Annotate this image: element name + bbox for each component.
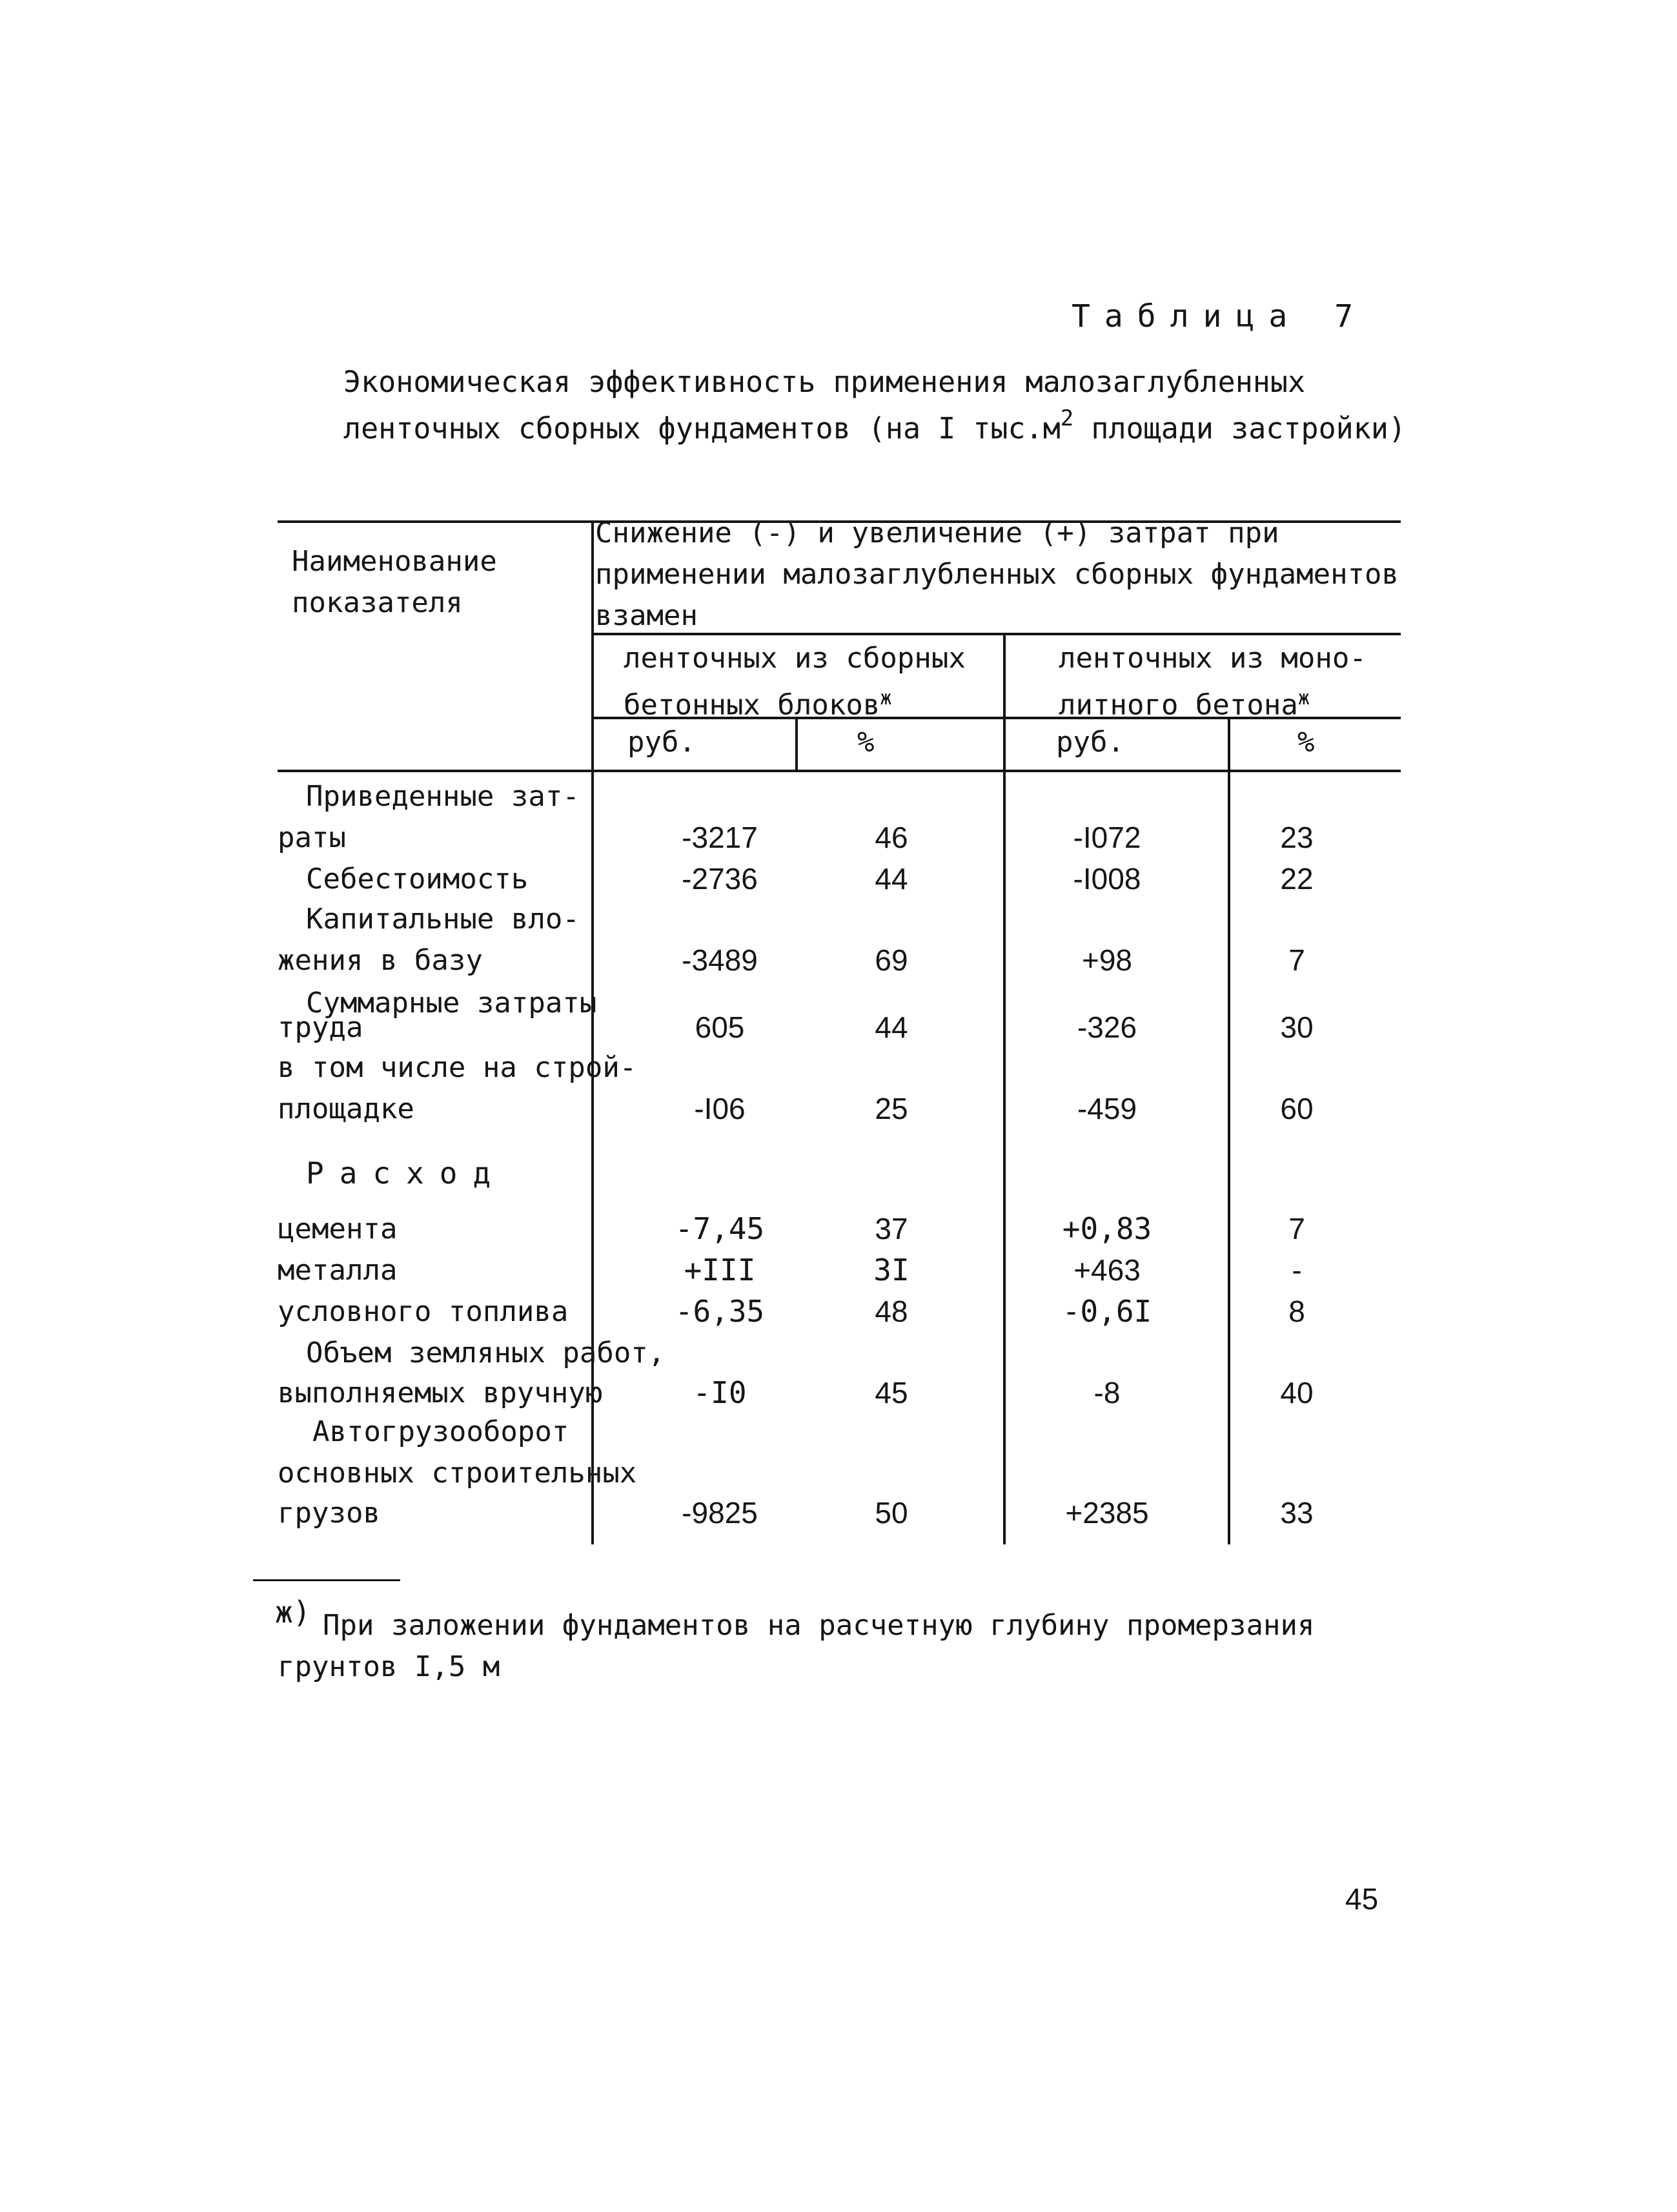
row-label-line-1: металла [278,1254,398,1287]
cell-rub-1: -3217 [682,821,758,854]
group-header-rule [593,633,1401,635]
row-label-line-1: Объем земляных работ, [306,1336,666,1369]
cell-rub-2: +98 [1081,943,1133,977]
row-label-line-2: выполняемых вручную [278,1377,603,1409]
footnote-line-2: грунтов I,5 м [278,1650,500,1683]
subgroup-divider [1003,633,1006,1544]
cell-pct-1: 46 [875,821,908,854]
header-sub1-line-2 [624,678,891,726]
cell-rub-2: -I008 [1073,862,1141,896]
cell-pct-1: 45 [875,1376,908,1409]
header-unit-pct-2: % [1297,726,1315,759]
row-label-line-1: Себестоимость [306,863,529,896]
cell-rub-1: 605 [695,1010,745,1044]
page-number: 45 [1345,1882,1379,1916]
cell-rub-1: +III [684,1253,756,1287]
header-unit-pct-1: % [857,726,875,759]
cell-pct-1: 3I [873,1253,910,1287]
cell-pct-1: 25 [875,1092,908,1125]
cell-rub-1: -3489 [682,943,758,977]
header-unit-rub-1: руб. [627,726,696,759]
row-label-line-1: в том числе на строй- [278,1051,637,1084]
section-heading: Расход [306,1156,507,1191]
header-group-line-3: взамен [595,599,698,632]
footnote-mark: ж) [275,1595,311,1630]
row-label-line-2: основных строительных [278,1457,637,1490]
table-title-line-1: Экономическая эффективность применения малозаглубленных [343,365,1306,399]
table-title-line-2 [343,405,1407,445]
row-label-line-1: цемента [278,1213,398,1245]
cell-pct-2: 23 [1280,821,1314,854]
cell-pct-2: 60 [1280,1092,1314,1125]
cell-rub-1: -9825 [682,1496,758,1530]
header-name-line-2: показателя [292,586,463,619]
header-sub2-line-2 [1059,678,1310,726]
cell-pct-2: 7 [1288,1212,1305,1245]
row-label-line-2: площадке [278,1092,414,1125]
header-group-line-1: Снижение (-) и увеличение (+) затрат при [595,517,1279,549]
cell-pct-1: 44 [875,862,908,896]
cell-rub-1: -7,45 [675,1211,765,1246]
row-label-line-1: Капитальные вло- [306,903,580,936]
row-label-line-2: жения в базу [278,944,483,977]
header-group-line-2: применении малозаглубленных сборных фундаментов [595,558,1399,591]
cell-pct-2: 30 [1280,1010,1314,1044]
row-label-line-2: труда [278,1011,363,1044]
cell-rub-2: -I072 [1073,821,1141,854]
table-title-line-2-prefix: ленточных сборных фундаментов (на I тыс.м [343,411,1061,445]
cell-pct-1: 44 [875,1010,908,1044]
table-label: Таблица 7 [1072,298,1368,334]
cell-pct-2: 8 [1288,1295,1305,1328]
header-unit-rub-2: руб. [1056,726,1124,759]
row-label-line-1: условного топлива [278,1295,569,1328]
cell-pct-1: 48 [875,1295,908,1328]
header-sub1-line-1: ленточных из сборных [624,642,966,675]
cell-rub-2: -326 [1077,1010,1137,1044]
cell-rub-1: -6,35 [675,1294,765,1329]
header-sub1-footnote-mark: ж [880,687,892,710]
row-label-line-3: грузов [278,1497,380,1530]
cell-pct-2: 7 [1288,943,1305,977]
row-label-line-1: Суммарные затраты [306,987,597,1019]
cell-rub-1: -I0 [693,1375,747,1410]
cell-pct-1: 69 [875,943,908,977]
header-sub2-line-1: ленточных из моно- [1059,642,1367,675]
cell-rub-2: -459 [1077,1092,1137,1125]
header-sub2-text: литного бетона [1059,688,1298,722]
cell-pct-2: 22 [1280,862,1314,896]
cell-rub-2: +2385 [1065,1496,1149,1530]
header-name-line-1: Наименование [292,545,497,578]
cell-rub-2: +463 [1073,1253,1141,1287]
row-label-line-2: раты [278,821,346,854]
cell-rub-2: -8 [1093,1376,1121,1409]
superscript-2: 2 [1060,405,1074,431]
cell-rub-2: +0,83 [1062,1211,1152,1246]
cell-pct-2: - [1292,1253,1302,1287]
cell-pct-2: 40 [1280,1376,1314,1409]
table-title-line-2-suffix: площади застройки) [1073,411,1407,445]
header-sub1-text: бетонных блоков [624,688,880,722]
cell-rub-2: -0,6I [1062,1294,1152,1329]
row-label-line-1: Автогрузооборот [312,1415,569,1448]
row-label-line-1: Приведенные зат- [306,780,580,813]
cell-rub-1: -2736 [682,862,758,896]
cell-pct-2: 33 [1280,1496,1314,1530]
cell-pct-1: 50 [875,1496,908,1530]
header-bottom-rule [278,770,1401,772]
header-sub2-footnote-mark: ж [1297,687,1310,710]
cell-rub-1: -I06 [694,1092,746,1125]
footnote-separator [253,1579,400,1581]
footnote-line-1: При заложении фундаментов на расчетную глубину промерзания [323,1609,1315,1642]
cell-pct-1: 37 [875,1212,908,1245]
